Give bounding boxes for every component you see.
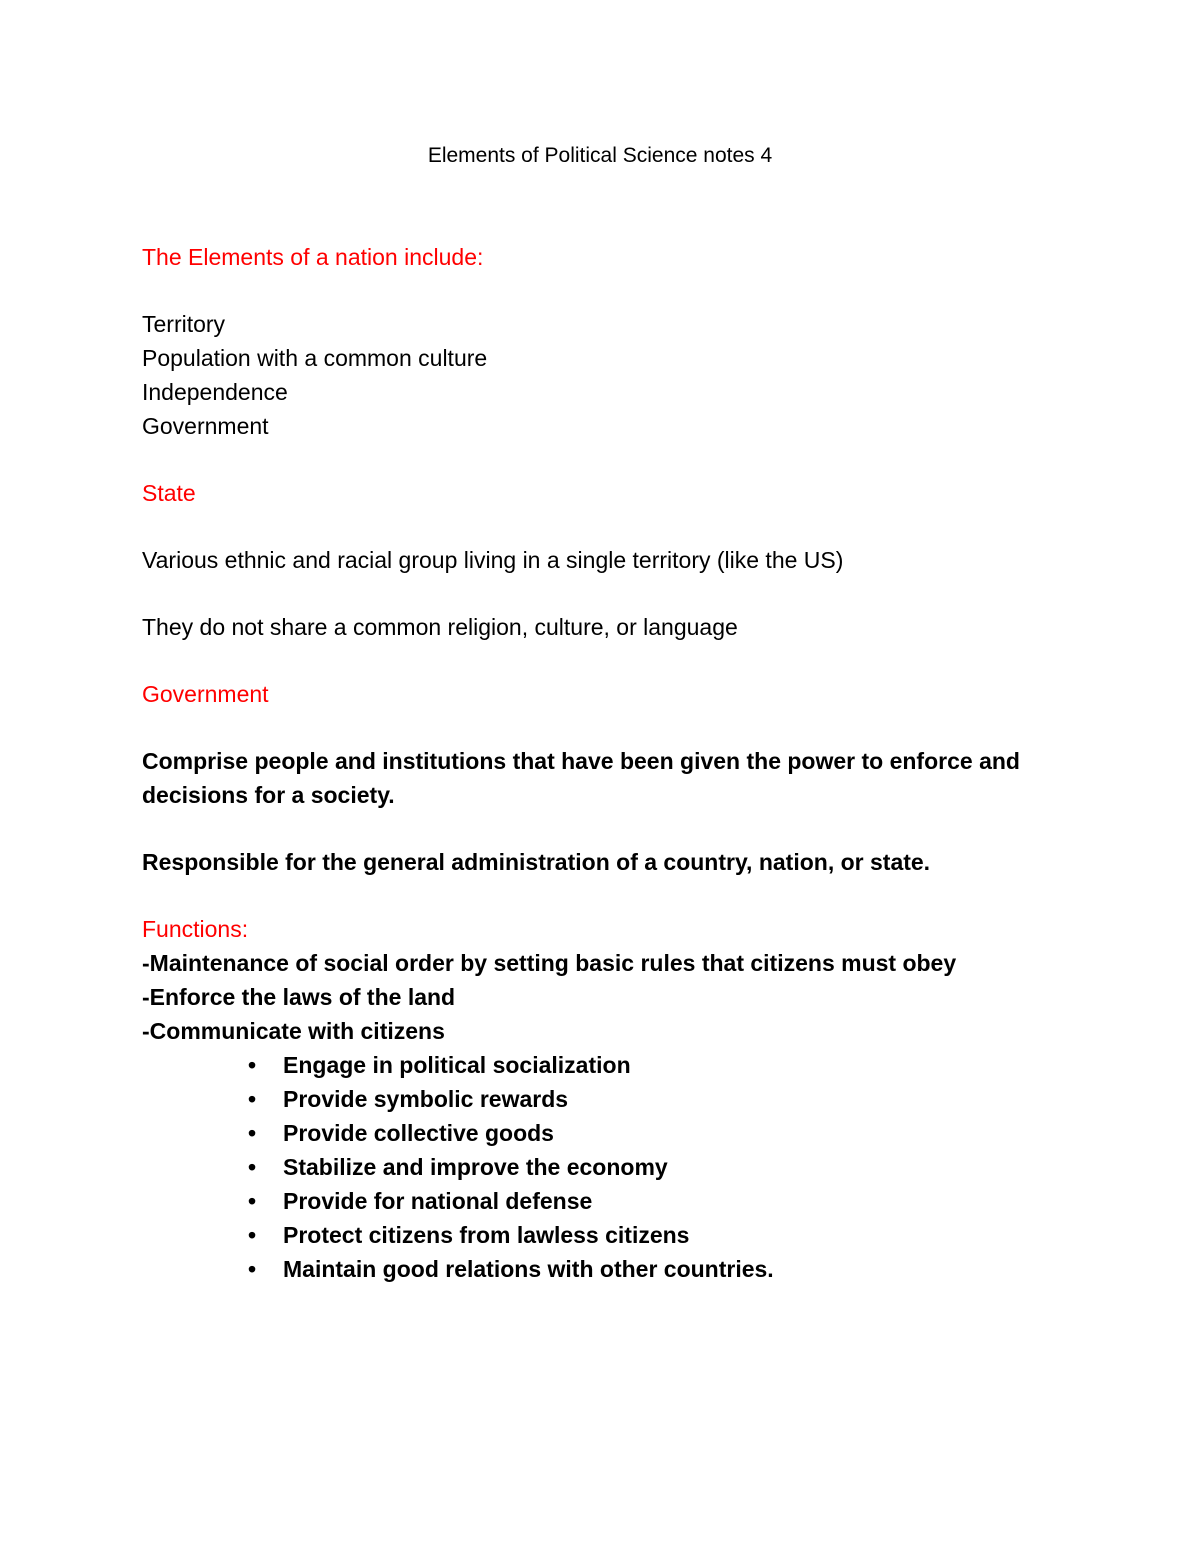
bullet-item-national-defense bbox=[142, 1184, 1102, 1218]
state-paragraph-2: They do not share a common religion, culture, or language bbox=[142, 614, 738, 640]
state-heading: State bbox=[142, 480, 196, 506]
bullet-icon: • bbox=[248, 1256, 257, 1282]
nation-item-territory: Territory bbox=[142, 311, 226, 337]
bullet-item-text: Engage in political socialization bbox=[283, 1052, 631, 1078]
spacer bbox=[142, 577, 1102, 610]
bullet-icon: • bbox=[248, 1188, 257, 1214]
bullet-item-text: Provide for national defense bbox=[283, 1188, 593, 1214]
spacer bbox=[142, 711, 1102, 744]
bullet-icon: • bbox=[248, 1052, 257, 1078]
functions-heading: Functions: bbox=[142, 916, 249, 942]
bullet-item-text: Provide symbolic rewards bbox=[283, 1086, 569, 1112]
spacer bbox=[142, 443, 1102, 476]
bullet-icon: • bbox=[248, 1154, 257, 1180]
bullet-item-protect-citizens bbox=[142, 1218, 1102, 1252]
bullet-item-socialization bbox=[142, 1048, 1102, 1082]
spacer bbox=[142, 812, 1102, 845]
bullet-item-text: Maintain good relations with other countries. bbox=[283, 1256, 774, 1282]
bullet-item-text: Protect citizens from lawless citizens bbox=[283, 1222, 690, 1248]
state-paragraph-1: Various ethnic and racial group living in a single territory (like the US) bbox=[142, 547, 844, 573]
nation-item-government: Government bbox=[142, 413, 269, 439]
bullet-icon: • bbox=[248, 1222, 257, 1248]
spacer bbox=[142, 510, 1102, 543]
spacer bbox=[142, 879, 1102, 912]
government-paragraph-1: Comprise people and institutions that have been given the power to enforce and decisions for a society. bbox=[142, 748, 1020, 808]
bullet-item-text: Stabilize and improve the economy bbox=[283, 1154, 668, 1180]
function-item-social-order: -Maintenance of social order by setting basic rules that citizens must obey bbox=[142, 950, 957, 976]
nation-heading: The Elements of a nation include: bbox=[142, 244, 484, 270]
bullet-item-foreign-relations bbox=[142, 1252, 1102, 1286]
function-item-enforce-laws: -Enforce the laws of the land bbox=[142, 984, 456, 1010]
bullet-item-collective-goods bbox=[142, 1116, 1102, 1150]
government-paragraph-2: Responsible for the general administration of a country, nation, or state. bbox=[142, 849, 931, 875]
function-item-communicate: -Communicate with citizens bbox=[142, 1018, 445, 1044]
spacer bbox=[142, 644, 1102, 677]
document-title: Elements of Political Science notes 4 bbox=[427, 144, 773, 167]
government-heading: Government bbox=[142, 681, 269, 707]
bullet-item-economy bbox=[142, 1150, 1102, 1184]
spacer bbox=[142, 274, 1102, 307]
bullet-item-symbolic-rewards bbox=[142, 1082, 1102, 1116]
bullet-icon: • bbox=[248, 1120, 257, 1146]
nation-item-population: Population with a common culture bbox=[142, 345, 488, 371]
nation-item-independence: Independence bbox=[142, 379, 288, 405]
bullet-icon: • bbox=[248, 1086, 257, 1112]
bullet-item-text: Provide collective goods bbox=[283, 1120, 554, 1146]
document-body bbox=[142, 240, 1102, 1286]
functions-bullet-list bbox=[142, 1048, 1102, 1286]
